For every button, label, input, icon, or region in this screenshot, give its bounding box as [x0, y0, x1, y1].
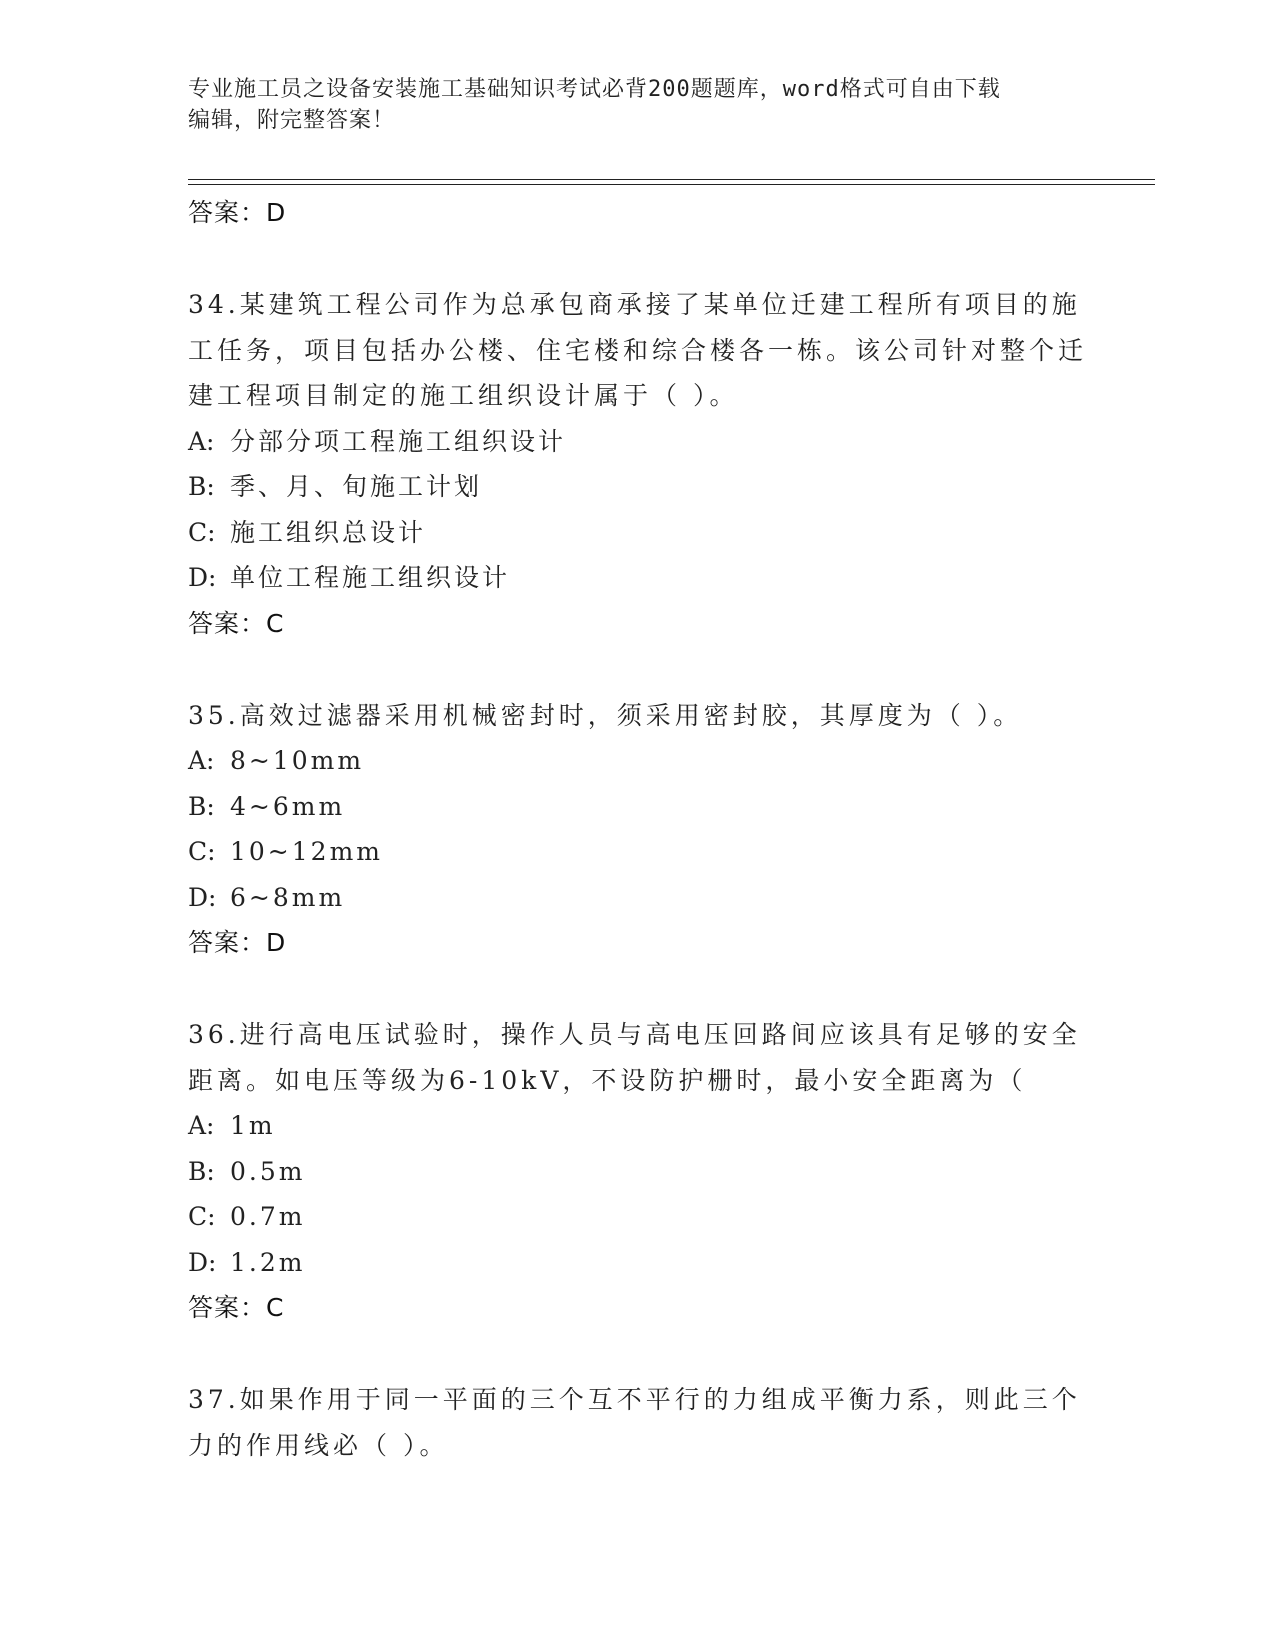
- answer-q35: 答案：D: [188, 928, 287, 957]
- question-35: [188, 693, 1108, 967]
- option-text: 单位工程施工组织设计: [230, 563, 511, 592]
- option-text: 8~10mm: [230, 746, 365, 775]
- spacer: [188, 236, 1108, 282]
- question-37: [188, 1377, 1108, 1468]
- option-letter: C:: [188, 837, 216, 866]
- question-stem: 35.高效过滤器采用机械密封时，须采用密封胶，其厚度为（ ）。: [188, 700, 1023, 730]
- option-c: [188, 510, 1108, 556]
- option-a: [188, 419, 1108, 465]
- option-letter: B:: [188, 472, 215, 501]
- option-letter: B:: [188, 1156, 215, 1186]
- option-text: 施工组织总设计: [230, 517, 427, 547]
- option-a: [188, 738, 1108, 784]
- question-36: [188, 1012, 1108, 1331]
- header-rule-top: [188, 179, 1155, 180]
- spacer: [188, 647, 1108, 693]
- answer-q33: 答案：D: [188, 198, 287, 227]
- answer-q36: 答案：C: [188, 1293, 285, 1322]
- option-text: 1m: [230, 1111, 276, 1140]
- option-c: [188, 1194, 1108, 1240]
- option-text: 6~8mm: [230, 882, 346, 912]
- question-stem: 37.如果作用于同一平面的三个互不平行的力组成平衡力系，则此三个力的作用线必（ ）。: [188, 1385, 1081, 1460]
- question-34: [188, 282, 1108, 647]
- option-b: [188, 784, 1108, 830]
- option-letter: C:: [188, 1202, 216, 1231]
- spacer: [188, 1331, 1108, 1377]
- option-c: [188, 829, 1108, 875]
- option-d: [188, 555, 1108, 601]
- question-list: [188, 190, 1108, 1468]
- option-letter: B:: [188, 791, 215, 821]
- option-b: [188, 1149, 1108, 1195]
- option-text: 分部分项工程施工组织设计: [230, 426, 567, 456]
- option-letter: D:: [188, 563, 217, 592]
- option-text: 10~12mm: [230, 837, 383, 866]
- option-text: 4~6mm: [230, 791, 346, 821]
- spacer: [188, 966, 1108, 1012]
- option-d: [188, 875, 1108, 921]
- header-rule-bottom: [188, 184, 1155, 185]
- question-stem: 34.某建筑工程公司作为总承包商承接了某单位迁建工程所有项目的施工任务，项目包括办公楼、住宅楼和综合楼各一栋。该公司针对整个迁建工程项目制定的施工组织设计属于（ ）。: [188, 290, 1088, 410]
- option-a: [188, 1103, 1108, 1149]
- option-text: 季、月、旬施工计划: [230, 472, 483, 501]
- header-title-line-2: 编辑，附完整答案！: [188, 108, 396, 133]
- document-header: [188, 74, 1068, 136]
- option-text: 1.2m: [230, 1247, 306, 1277]
- option-d: [188, 1240, 1108, 1286]
- option-b: [188, 464, 1108, 510]
- option-letter: D:: [188, 882, 217, 912]
- option-letter: A:: [188, 1111, 215, 1140]
- option-letter: C:: [188, 517, 216, 547]
- header-title-line-1: 专业施工员之设备安装施工基础知识考试必背200题题库，word格式可自由下载: [188, 77, 1001, 102]
- answer-q34: 答案：C: [188, 608, 285, 638]
- option-text: 0.7m: [230, 1202, 306, 1231]
- option-letter: A:: [188, 746, 215, 775]
- option-letter: A:: [188, 426, 215, 456]
- option-text: 0.5m: [230, 1156, 306, 1186]
- question-stem: 36.进行高电压试验时，操作人员与高电压回路间应该具有足够的安全距离。如电压等级为6-10kV，不设防护栅时，最小安全距离为（: [188, 1020, 1081, 1095]
- option-letter: D:: [188, 1247, 217, 1277]
